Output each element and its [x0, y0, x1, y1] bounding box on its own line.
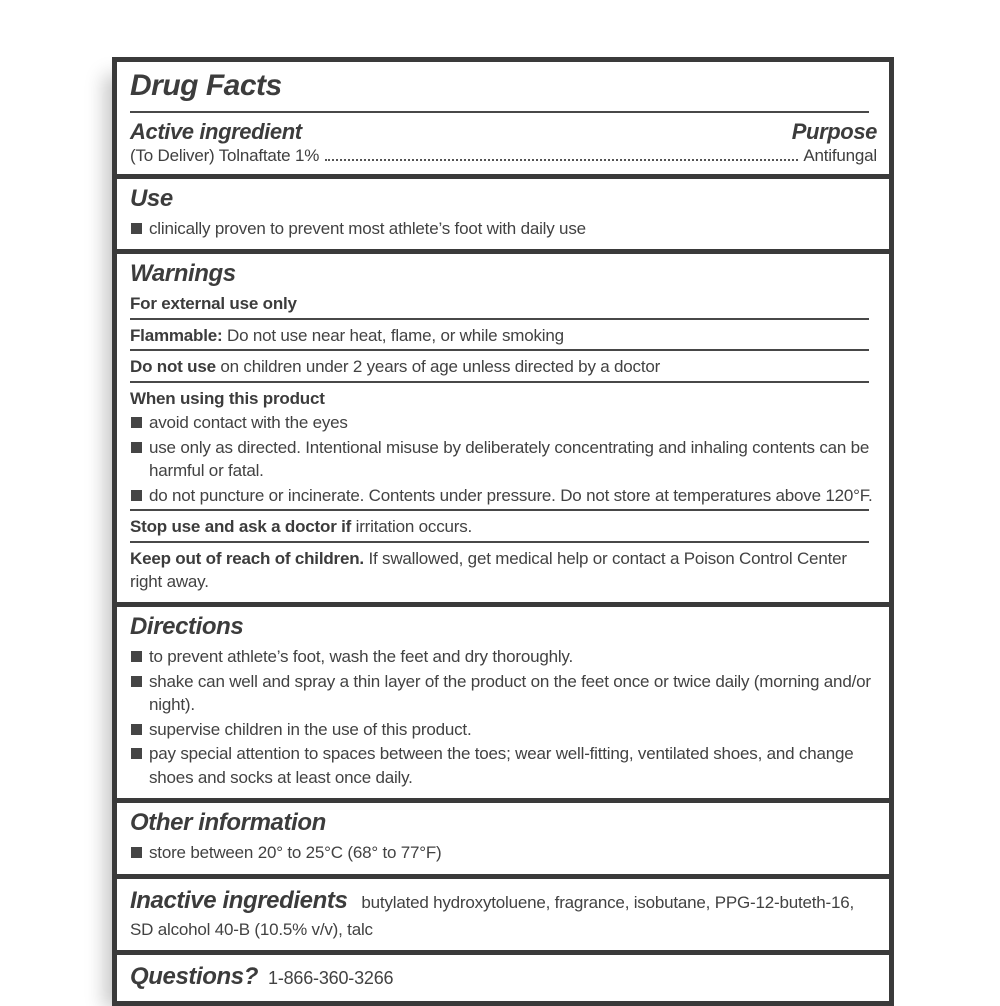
active-ingredient-value: (To Deliver) Tolnaftate 1% [130, 146, 320, 165]
when-using-bullet-2: use only as directed. Intentional misuse by deliberately concentrating and inhaling contents can be harmful or fatal. [130, 436, 877, 483]
inactive-ingredients-heading: Inactive ingredients [130, 886, 348, 914]
drug-facts-label [112, 57, 894, 1006]
square-bullet-icon [131, 223, 142, 234]
when-using-heading: When using this product [130, 388, 325, 408]
questions-phone-number: 1-866-360-3266 [268, 967, 394, 988]
flammable-line: Flammable: Do not use near heat, flame, or while smoking [130, 325, 564, 345]
square-bullet-icon [131, 847, 142, 858]
keep-out-line: Keep out of reach of children. If swallowed, get medical help or contact a Poison Control Center right away. [130, 548, 847, 591]
when-using-bullet-1: avoid contact with the eyes [130, 411, 877, 434]
rule-warnings-2 [130, 349, 869, 351]
purpose-value: Antifungal [803, 146, 877, 165]
use-heading: Use [130, 185, 173, 212]
directions-bullet-2: shake can well and spray a thin layer of the product on the feet once or twice daily (morning and/or night). [130, 670, 877, 717]
square-bullet-icon [131, 748, 142, 759]
square-bullet-icon [131, 490, 142, 501]
directions-heading: Directions [130, 613, 244, 641]
section-warnings [117, 249, 889, 602]
square-bullet-icon [131, 442, 142, 453]
square-bullet-icon [131, 417, 142, 428]
section-header [117, 62, 889, 174]
stop-use-line: Stop use and ask a doctor if irritation occurs. [130, 517, 473, 537]
active-ingredient-row [130, 117, 877, 145]
other-information-bullet-1: store between 20° to 25°C (68° to 77°F) [130, 841, 877, 864]
questions-row [130, 960, 877, 993]
directions-bullet-3: supervise children in the use of this product. [130, 718, 877, 741]
section-inactive-ingredients [117, 874, 889, 950]
section-use [117, 174, 889, 249]
directions-bullet-1: to prevent athlete’s foot, wash the feet and dry thoroughly. [130, 645, 877, 668]
questions-heading: Questions? [130, 962, 259, 990]
purpose-heading: Purpose [791, 119, 877, 144]
external-use-line: For external use only [130, 294, 297, 314]
rule-under-title [130, 111, 869, 113]
square-bullet-icon [131, 724, 142, 735]
drug-facts-title: Drug Facts [130, 69, 282, 102]
section-other-information [117, 798, 889, 873]
section-directions [117, 602, 889, 798]
warnings-heading: Warnings [130, 260, 236, 288]
do-not-use-line: Do not use on children under 2 years of age unless directed by a doctor [130, 357, 661, 377]
directions-bullet-4: pay special attention to spaces between the toes; wear well-fitting, ventilated shoes, and change shoes and socks at least once daily. [130, 742, 877, 789]
inactive-ingredients-paragraph [130, 884, 877, 942]
inactive-ingredients-list: butylated hydroxytoluene, fragrance, isobutane, PPG-12-buteth-16, SD alcohol 40-B (10.5% v/v), talc [130, 892, 854, 939]
rule-warnings-3 [130, 381, 869, 383]
when-using-bullet-3: do not puncture or incinerate. Contents under pressure. Do not store at temperatures above 120°F. [130, 484, 877, 507]
rule-warnings-5 [130, 541, 869, 543]
active-ingredient-heading: Active ingredient [130, 119, 302, 144]
square-bullet-icon [131, 676, 142, 687]
dotted-leader [325, 159, 798, 161]
rule-warnings-4 [130, 509, 869, 511]
section-questions [117, 950, 889, 1001]
square-bullet-icon [131, 651, 142, 662]
ingredient-leader-row [130, 146, 877, 166]
other-information-heading: Other information [130, 809, 326, 837]
use-bullet-1: clinically proven to prevent most athlete’s foot with daily use [130, 217, 877, 240]
rule-warnings-1 [130, 318, 869, 320]
